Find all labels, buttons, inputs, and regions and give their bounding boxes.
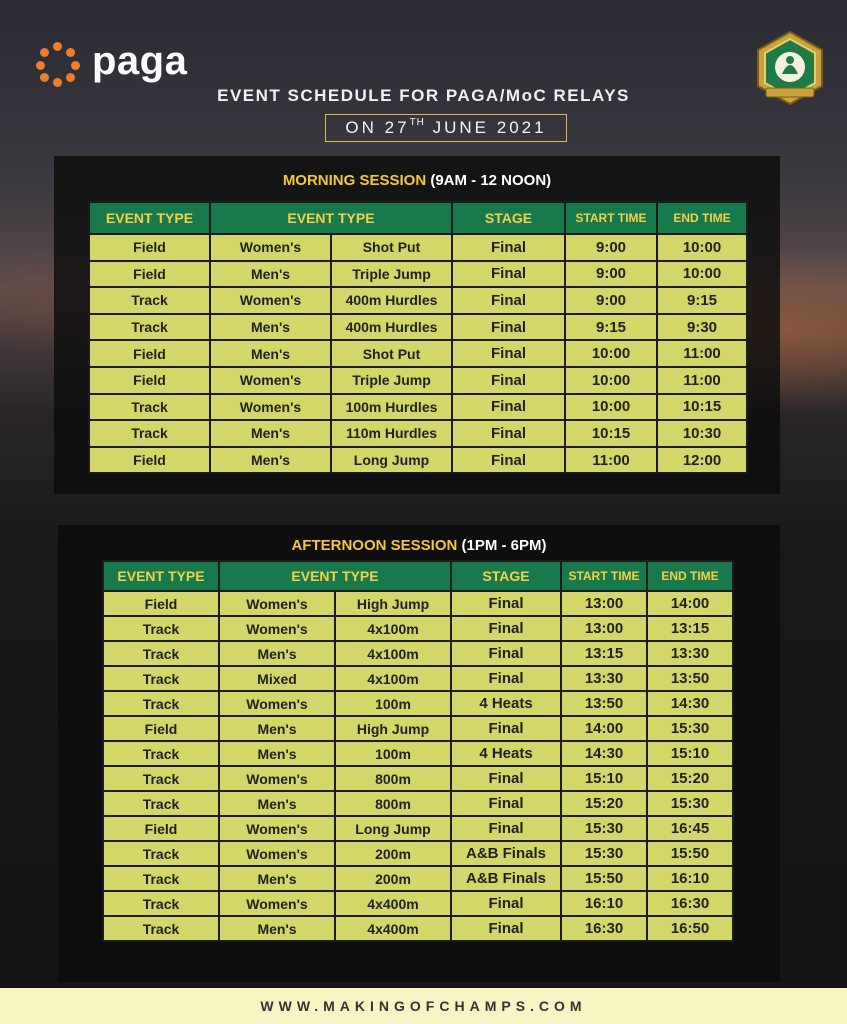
cell-end-time: 10:15 bbox=[657, 394, 747, 421]
column-header-stage: STAGE bbox=[452, 202, 565, 234]
cell-end-time: 13:30 bbox=[647, 641, 733, 666]
table-row bbox=[103, 916, 733, 941]
cell-gender: Men's bbox=[210, 340, 331, 367]
cell-gender: Women's bbox=[219, 841, 335, 866]
table-row bbox=[103, 741, 733, 766]
cell-end-time: 13:15 bbox=[647, 616, 733, 641]
page-title: EVENT SCHEDULE FOR PAGA/MoC RELAYS bbox=[217, 86, 630, 105]
cell-stage: Final bbox=[451, 916, 561, 941]
cell-gender: Men's bbox=[210, 420, 331, 447]
cell-gender: Women's bbox=[210, 367, 331, 394]
table-header-row bbox=[89, 202, 747, 234]
cell-stage: Final bbox=[452, 287, 565, 314]
cell-end-time: 15:10 bbox=[647, 741, 733, 766]
cell-end-time: 10:00 bbox=[657, 234, 747, 261]
cell-end-time: 16:45 bbox=[647, 816, 733, 841]
cell-stage: 4 Heats bbox=[451, 691, 561, 716]
cell-start-time: 13:50 bbox=[561, 691, 647, 716]
cell-stage: Final bbox=[452, 261, 565, 288]
cell-gender: Women's bbox=[210, 234, 331, 261]
table-row bbox=[103, 816, 733, 841]
table-row bbox=[89, 420, 747, 447]
cell-category: Track bbox=[103, 791, 219, 816]
cell-stage: A&B Finals bbox=[451, 841, 561, 866]
cell-stage: A&B Finals bbox=[451, 866, 561, 891]
cell-category: Track bbox=[103, 616, 219, 641]
cell-category: Track bbox=[89, 314, 210, 341]
cell-category: Track bbox=[103, 641, 219, 666]
cell-start-time: 9:00 bbox=[565, 261, 657, 288]
cell-stage: Final bbox=[451, 616, 561, 641]
cell-stage: Final bbox=[451, 716, 561, 741]
cell-category: Track bbox=[103, 891, 219, 916]
cell-end-time: 15:30 bbox=[647, 716, 733, 741]
table-row bbox=[103, 591, 733, 616]
cell-gender: Men's bbox=[219, 791, 335, 816]
cell-event: Triple Jump bbox=[331, 367, 452, 394]
cell-start-time: 15:10 bbox=[561, 766, 647, 791]
column-header-event-type: EVENT TYPE bbox=[89, 202, 210, 234]
table-row bbox=[89, 234, 747, 261]
morning-schedule-table bbox=[88, 201, 748, 474]
cell-event: 4x100m bbox=[335, 666, 451, 691]
cell-stage: Final bbox=[452, 314, 565, 341]
cell-end-time: 9:15 bbox=[657, 287, 747, 314]
cell-gender: Men's bbox=[219, 866, 335, 891]
cell-event: 400m Hurdles bbox=[331, 287, 452, 314]
cell-stage: 4 Heats bbox=[451, 741, 561, 766]
cell-start-time: 9:00 bbox=[565, 287, 657, 314]
cell-end-time: 10:30 bbox=[657, 420, 747, 447]
cell-gender: Women's bbox=[210, 287, 331, 314]
cell-event: 400m Hurdles bbox=[331, 314, 452, 341]
cell-category: Field bbox=[89, 367, 210, 394]
cell-end-time: 15:30 bbox=[647, 791, 733, 816]
cell-category: Field bbox=[89, 447, 210, 474]
cell-stage: Final bbox=[451, 816, 561, 841]
cell-category: Field bbox=[103, 716, 219, 741]
cell-category: Field bbox=[89, 234, 210, 261]
afternoon-session-title: AFTERNOON SESSION (1PM - 6PM) bbox=[291, 537, 547, 554]
table-row bbox=[89, 447, 747, 474]
table-row bbox=[103, 691, 733, 716]
cell-event: High Jump bbox=[335, 591, 451, 616]
cell-stage: Final bbox=[452, 340, 565, 367]
cell-gender: Women's bbox=[210, 394, 331, 421]
cell-start-time: 15:50 bbox=[561, 866, 647, 891]
paga-logo-text: paga bbox=[92, 39, 188, 83]
cell-start-time: 10:00 bbox=[565, 394, 657, 421]
column-header-start-time: START TIME bbox=[561, 561, 647, 591]
cell-category: Field bbox=[103, 591, 219, 616]
table-row bbox=[103, 766, 733, 791]
cell-gender: Women's bbox=[219, 691, 335, 716]
paga-logo bbox=[36, 39, 188, 86]
cell-gender: Men's bbox=[210, 261, 331, 288]
cell-gender: Men's bbox=[219, 641, 335, 666]
cell-end-time: 12:00 bbox=[657, 447, 747, 474]
table-row bbox=[103, 616, 733, 641]
table-row bbox=[103, 716, 733, 741]
cell-event: Shot Put bbox=[331, 234, 452, 261]
cell-event: 4x100m bbox=[335, 641, 451, 666]
cell-start-time: 10:00 bbox=[565, 367, 657, 394]
cell-event: 4x100m bbox=[335, 616, 451, 641]
morning-session-title: MORNING SESSION (9AM - 12 NOON) bbox=[282, 172, 552, 189]
cell-gender: Women's bbox=[219, 591, 335, 616]
cell-gender: Women's bbox=[219, 816, 335, 841]
column-header-start-time: START TIME bbox=[565, 202, 657, 234]
cell-gender: Men's bbox=[219, 716, 335, 741]
cell-stage: Final bbox=[452, 447, 565, 474]
cell-event: High Jump bbox=[335, 716, 451, 741]
table-row bbox=[103, 641, 733, 666]
table-row bbox=[103, 666, 733, 691]
cell-start-time: 9:00 bbox=[565, 234, 657, 261]
cell-gender: Men's bbox=[219, 916, 335, 941]
cell-start-time: 13:00 bbox=[561, 591, 647, 616]
cell-category: Track bbox=[103, 866, 219, 891]
cell-gender: Men's bbox=[219, 741, 335, 766]
cell-start-time: 16:30 bbox=[561, 916, 647, 941]
cell-end-time: 16:10 bbox=[647, 866, 733, 891]
cell-end-time: 16:30 bbox=[647, 891, 733, 916]
cell-gender: Men's bbox=[210, 447, 331, 474]
cell-end-time: 15:50 bbox=[647, 841, 733, 866]
cell-event: 110m Hurdles bbox=[331, 420, 452, 447]
column-header-event-type-detail: EVENT TYPE bbox=[219, 561, 451, 591]
cell-end-time: 15:20 bbox=[647, 766, 733, 791]
cell-event: 4x400m bbox=[335, 916, 451, 941]
cell-event: 100m bbox=[335, 691, 451, 716]
cell-end-time: 16:50 bbox=[647, 916, 733, 941]
cell-end-time: 10:00 bbox=[657, 261, 747, 288]
cell-start-time: 15:20 bbox=[561, 791, 647, 816]
cell-start-time: 11:00 bbox=[565, 447, 657, 474]
table-row bbox=[89, 394, 747, 421]
cell-event: 4x400m bbox=[335, 891, 451, 916]
table-row bbox=[103, 791, 733, 816]
cell-category: Field bbox=[89, 340, 210, 367]
table-row bbox=[103, 891, 733, 916]
table-row bbox=[89, 261, 747, 288]
cell-event: 200m bbox=[335, 866, 451, 891]
cell-category: Field bbox=[89, 261, 210, 288]
table-row bbox=[89, 314, 747, 341]
cell-category: Track bbox=[103, 841, 219, 866]
cell-stage: Final bbox=[452, 367, 565, 394]
cell-event: Long Jump bbox=[335, 816, 451, 841]
cell-event: 100m bbox=[335, 741, 451, 766]
cell-start-time: 14:30 bbox=[561, 741, 647, 766]
cell-start-time: 10:00 bbox=[565, 340, 657, 367]
event-date: ON 27TH JUNE 2021 bbox=[325, 114, 567, 142]
paga-logo-icon bbox=[36, 42, 80, 86]
cell-category: Track bbox=[103, 741, 219, 766]
cell-event: Shot Put bbox=[331, 340, 452, 367]
cell-stage: Final bbox=[452, 420, 565, 447]
table-row bbox=[89, 367, 747, 394]
cell-start-time: 9:15 bbox=[565, 314, 657, 341]
table-row bbox=[89, 287, 747, 314]
afternoon-table-body bbox=[103, 591, 733, 941]
cell-gender: Women's bbox=[219, 891, 335, 916]
cell-category: Track bbox=[103, 916, 219, 941]
cell-gender: Men's bbox=[210, 314, 331, 341]
cell-event: Long Jump bbox=[331, 447, 452, 474]
cell-stage: Final bbox=[451, 591, 561, 616]
cell-end-time: 13:50 bbox=[647, 666, 733, 691]
cell-start-time: 13:30 bbox=[561, 666, 647, 691]
cell-gender: Women's bbox=[219, 766, 335, 791]
cell-category: Field bbox=[103, 816, 219, 841]
column-header-end-time: END TIME bbox=[657, 202, 747, 234]
morning-table-body bbox=[89, 234, 747, 473]
cell-gender: Women's bbox=[219, 616, 335, 641]
table-row bbox=[103, 866, 733, 891]
column-header-event-type-detail: EVENT TYPE bbox=[210, 202, 452, 234]
table-row bbox=[103, 841, 733, 866]
cell-end-time: 9:30 bbox=[657, 314, 747, 341]
cell-event: 800m bbox=[335, 766, 451, 791]
footer-website: WWW.MAKINGOFCHAMPS.COM bbox=[0, 988, 847, 1024]
cell-start-time: 10:15 bbox=[565, 420, 657, 447]
cell-end-time: 14:00 bbox=[647, 591, 733, 616]
cell-end-time: 11:00 bbox=[657, 340, 747, 367]
cell-event: 800m bbox=[335, 791, 451, 816]
cell-start-time: 16:10 bbox=[561, 891, 647, 916]
cell-stage: Final bbox=[452, 394, 565, 421]
column-header-end-time: END TIME bbox=[647, 561, 733, 591]
cell-stage: Final bbox=[451, 641, 561, 666]
cell-end-time: 14:30 bbox=[647, 691, 733, 716]
column-header-stage: STAGE bbox=[451, 561, 561, 591]
afternoon-schedule-table bbox=[102, 560, 734, 942]
cell-stage: Final bbox=[451, 891, 561, 916]
column-header-event-type: EVENT TYPE bbox=[103, 561, 219, 591]
cell-start-time: 15:30 bbox=[561, 841, 647, 866]
cell-gender: Mixed bbox=[219, 666, 335, 691]
cell-event: 100m Hurdles bbox=[331, 394, 452, 421]
cell-start-time: 14:00 bbox=[561, 716, 647, 741]
cell-category: Track bbox=[89, 420, 210, 447]
cell-stage: Final bbox=[452, 234, 565, 261]
cell-end-time: 11:00 bbox=[657, 367, 747, 394]
cell-category: Track bbox=[89, 394, 210, 421]
cell-category: Track bbox=[103, 691, 219, 716]
cell-stage: Final bbox=[451, 791, 561, 816]
cell-category: Track bbox=[103, 766, 219, 791]
cell-start-time: 13:00 bbox=[561, 616, 647, 641]
cell-stage: Final bbox=[451, 666, 561, 691]
table-header-row bbox=[103, 561, 733, 591]
cell-start-time: 13:15 bbox=[561, 641, 647, 666]
cell-event: 200m bbox=[335, 841, 451, 866]
cell-start-time: 15:30 bbox=[561, 816, 647, 841]
table-row bbox=[89, 340, 747, 367]
cell-category: Track bbox=[89, 287, 210, 314]
cell-stage: Final bbox=[451, 766, 561, 791]
cell-event: Triple Jump bbox=[331, 261, 452, 288]
cell-category: Track bbox=[103, 666, 219, 691]
